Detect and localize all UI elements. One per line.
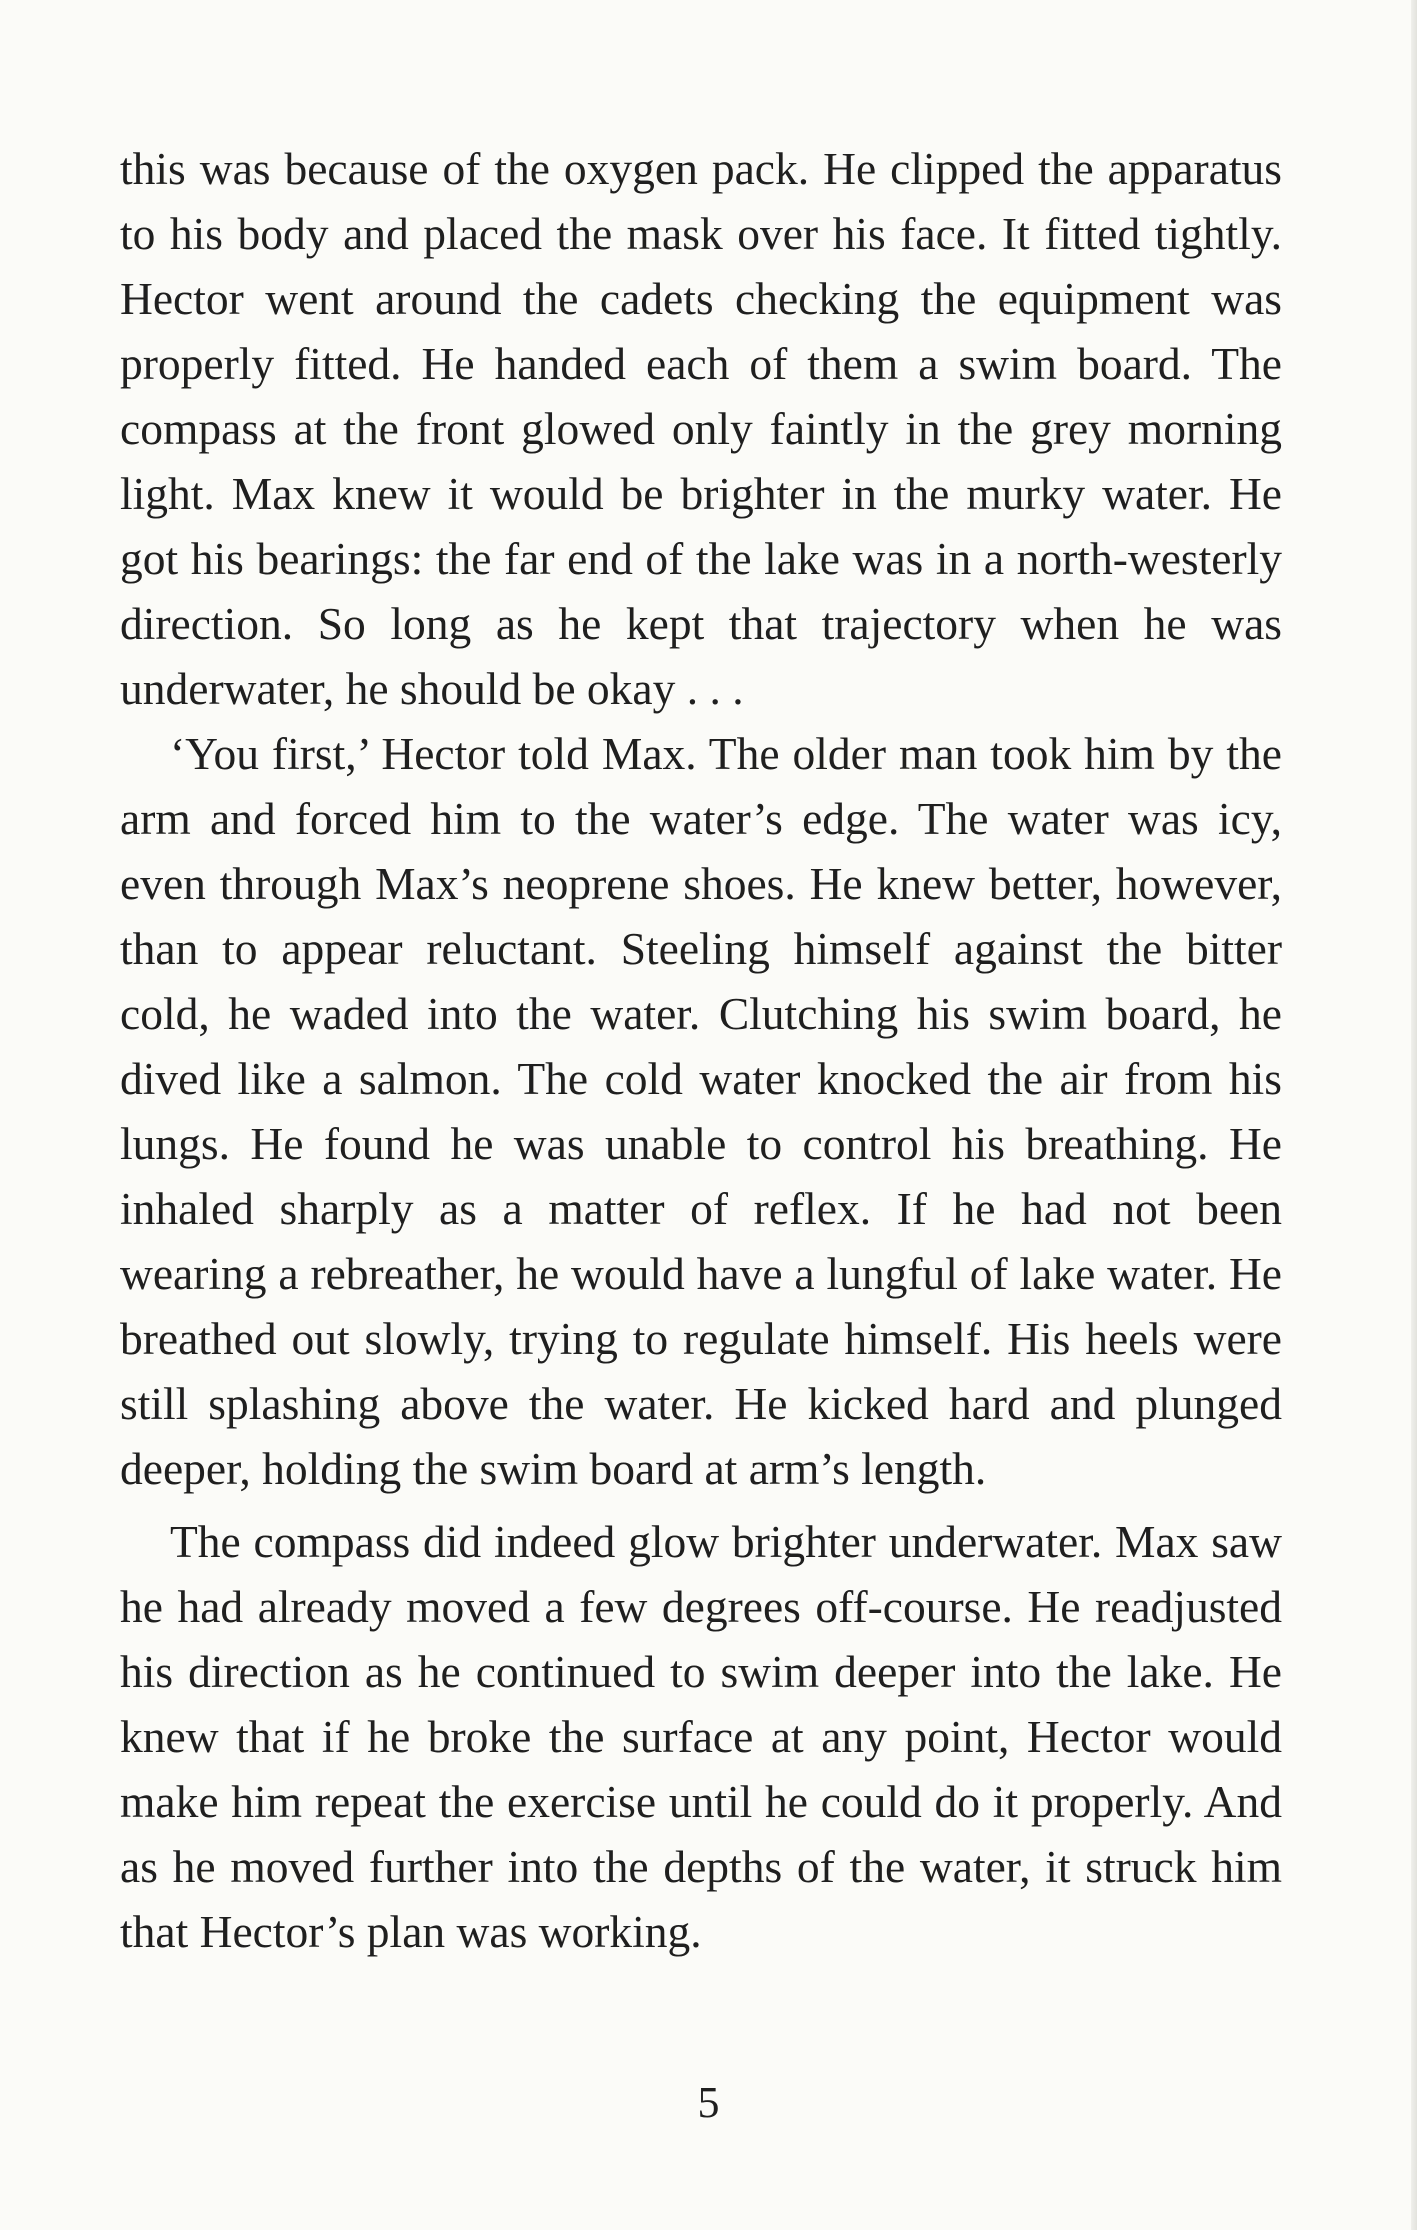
page-number: 5	[697, 2078, 720, 2127]
paragraph-3: The compass did indeed glow brighter underwater. Max saw he had already moved a few degrees off-course. He readjusted his direction as he continued to swim deeper into the lake. He knew that if he broke the surface at any point, Hector would make him repeat the exercise until he could do it properly. And as he moved further into the depths of the water, it struck him that Hector’s plan was working.	[120, 1516, 1282, 1957]
paragraph-2: ‘You first,’ Hector told Max. The older man took him by the arm and forced him to the water’s edge. The water was icy, even through Max’s neoprene shoes. He knew better, however, than to appear reluctant. Steeling himself against the bitter cold, he waded into the water. Clutching his swim board, he dived like a salmon. The cold water knocked the air from his lungs. He found he was unable to control his breathing. He inhaled sharply as a matter of reflex. If he had not been wearing a rebreather, he would have a lungful of lake water. He breathed out slowly, trying to regulate himself. His heels were still splashing above the water. He kicked hard and plunged deeper, holding the swim board at arm’s length.	[120, 728, 1282, 1494]
page-edge	[1411, 0, 1417, 2230]
paragraph-1: this was because of the oxygen pack. He clipped the apparatus to his body and placed the mask over his face. It fitted tightly. Hector went around the cadets checking the equipment was properly fitted. He handed each of them a swim board. The compass at the front glowed only faintly in the grey morning light. Max knew it would be brighter in the murky water. He got his bearings: the far end of the lake was in a north-westerly direction. So long as he kept that trajectory when he was underwater, he should be okay . . .	[120, 143, 1282, 714]
body-text	[120, 136, 1282, 1964]
